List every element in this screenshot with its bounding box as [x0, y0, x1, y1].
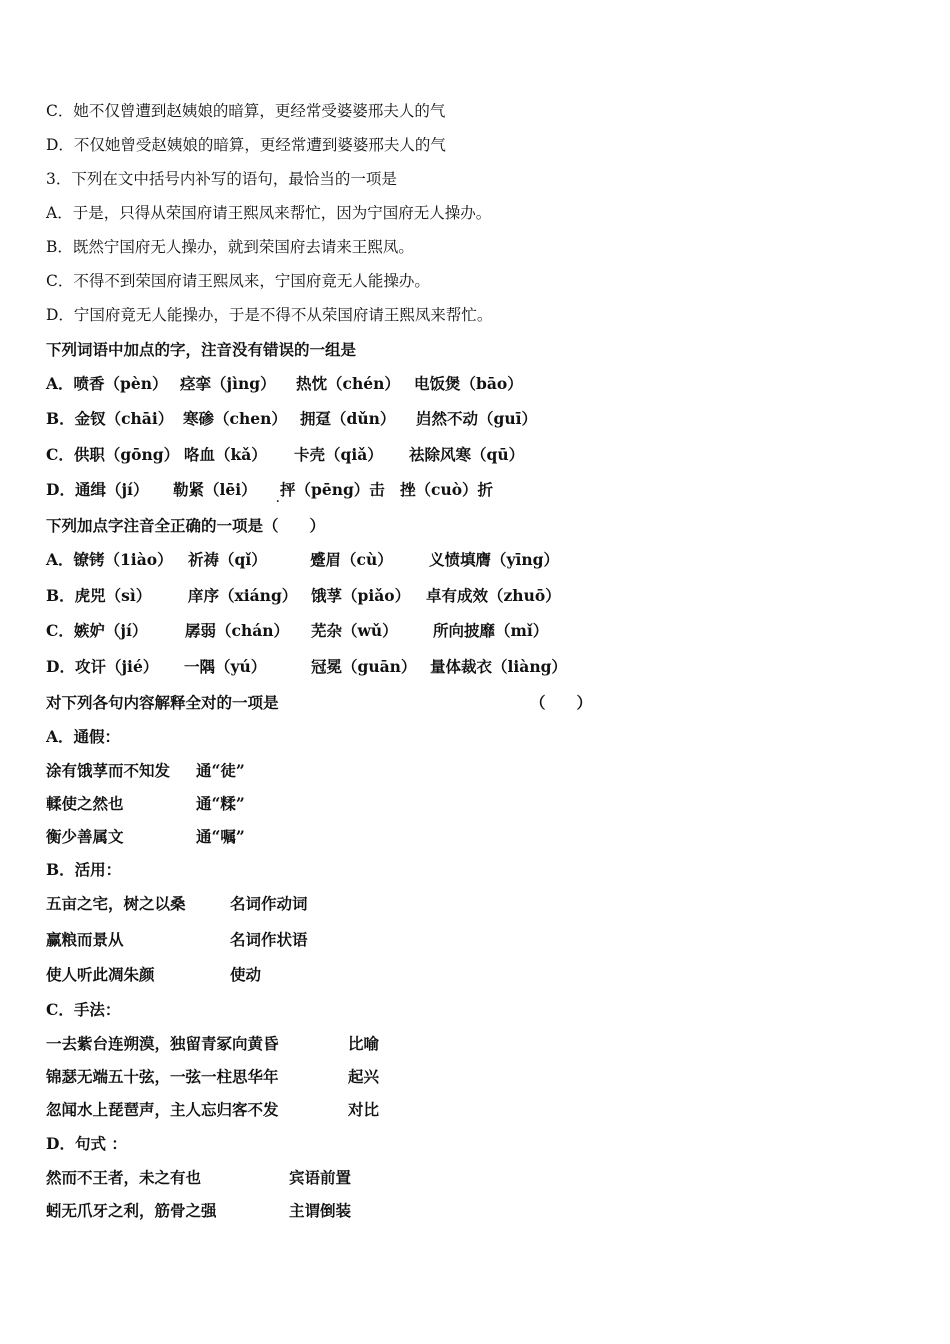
- emphasis-dot: .: [276, 494, 280, 505]
- q2-option-d: D．不仅她曾受赵姨娘的暗算，更经常遭到婆婆邢夫人的气: [46, 136, 446, 154]
- q4-stem: 下列词语中加点的字，注音没有错误的一组是: [46, 340, 357, 359]
- q4-b-word-2: 寒碜（chen）: [183, 409, 287, 428]
- q3-stem: 3．下列在文中括号内补写的语句，最恰当的一项是: [46, 170, 397, 188]
- q5-d-word-3: 冠冕（guān）: [311, 657, 417, 676]
- q6-c-heading: C．手法：: [46, 1000, 121, 1019]
- q5-c-word-2: 孱弱（chán）: [185, 621, 290, 640]
- q5-b-word-2: 庠序（xiáng）: [188, 586, 298, 605]
- q4-d-word-4: 挫（cuò）折: [400, 480, 494, 499]
- q4-c-word-4: 祛除风寒（qū）: [409, 445, 525, 464]
- q5-stem: 下列加点字注音全正确的一项是（ ）: [46, 516, 326, 535]
- q4-a-word-1: A．喷香（pèn）: [46, 374, 168, 393]
- q4-c-word-1: C．供职（gōng）: [46, 445, 180, 464]
- q6-b-sentence-1: 五亩之宅，树之以桑: [46, 894, 186, 913]
- q4-d-word-3: 抨（pēng）击: [280, 480, 385, 499]
- q2-option-c: C．她不仅曾遭到赵姨娘的暗算，更经常受婆婆邢夫人的气: [46, 102, 446, 120]
- q6-b-note-3: 使动: [230, 965, 262, 984]
- q6-a-heading: A．通假：: [46, 727, 121, 746]
- q4-b-word-3: 拥趸（dǔn）: [300, 409, 396, 428]
- q4-b-word-1: B．金钗（chāi）: [46, 409, 174, 428]
- q6-d-note-1: 宾语前置: [289, 1168, 352, 1187]
- q6-c-sentence-2: 锦瑟无端五十弦，一弦一柱思华年: [46, 1067, 279, 1086]
- q6-c-sentence-1: 一去紫台连朔漠，独留青冢向黄昏: [46, 1034, 279, 1053]
- q6-stem: 对下列各句内容解释全对的一项是: [46, 693, 279, 712]
- q4-a-word-2: 痉挛（jìng）: [180, 374, 276, 393]
- q6-d-sentence-1: 然而不王者，未之有也: [46, 1168, 202, 1187]
- q5-b-word-4: 卓有成效（zhuō）: [426, 586, 561, 605]
- q4-a-word-4: 电饭煲（bāo）: [414, 374, 523, 393]
- q3-option-b: B．既然宁国府无人操办，就到荣国府去请来王熙凤。: [46, 238, 414, 256]
- q5-d-word-1: D．攻讦（jié）: [46, 657, 159, 676]
- q4-c-word-3: 卡壳（qiǎ）: [294, 445, 383, 464]
- q6-b-sentence-3: 使人听此凋朱颜: [46, 965, 155, 984]
- q6-c-note-2: 起兴: [348, 1067, 380, 1086]
- q6-a-note-2: 通“糅”: [196, 794, 245, 813]
- q5-c-word-3: 芜杂（wǔ）: [311, 621, 398, 640]
- q4-d-word-2: 勒紧（lēi）: [173, 480, 257, 499]
- q5-d-word-4: 量体裁衣（liàng）: [430, 657, 567, 676]
- q6-a-note-3: 通“嘱”: [196, 827, 245, 846]
- q6-c-sentence-3: 忽闻水上琵琶声，主人忘归客不发: [46, 1100, 279, 1119]
- q5-a-word-2: 祈祷（qǐ）: [188, 550, 267, 569]
- q5-b-word-1: B．虎兕（sì）: [46, 586, 152, 605]
- q3-option-d: D．宁国府竟无人能操办，于是不得不从荣国府请王熙凤来帮忙。: [46, 306, 493, 324]
- q4-d-word-1: D．通缉（jí）: [46, 480, 149, 499]
- q6-c-note-1: 比喻: [348, 1034, 380, 1053]
- q6-a-note-1: 通“徒”: [196, 761, 245, 780]
- q6-b-sentence-2: 赢粮而景从: [46, 930, 124, 949]
- q6-b-note-1: 名词作动词: [230, 894, 308, 913]
- q3-option-c: C．不得不到荣国府请王熙凤来，宁国府竟无人能操办。: [46, 272, 430, 290]
- q6-a-sentence-2: 輮使之然也: [46, 794, 124, 813]
- q6-d-heading: D．句式 ：: [46, 1134, 127, 1153]
- q6-d-note-2: 主谓倒装: [289, 1201, 352, 1220]
- q3-option-a: A．于是，只得从荣国府请王熙凤来帮忙，因为宁国府无人操办。: [46, 204, 492, 222]
- q4-c-word-2: 咯血（kǎ）: [184, 445, 267, 464]
- q6-a-sentence-3: 衡少善属文: [46, 827, 124, 846]
- q6-b-heading: B．活用：: [46, 860, 122, 879]
- q5-b-word-3: 饿莩（piǎo）: [311, 586, 411, 605]
- q5-a-word-4: 义愤填膺（yīng）: [429, 550, 560, 569]
- q5-a-word-3: 蹙眉（cù）: [310, 550, 393, 569]
- q6-c-note-3: 对比: [348, 1100, 380, 1119]
- q5-d-word-2: 一隅（yú）: [184, 657, 267, 676]
- q4-b-word-4: 岿然不动（guī）: [416, 409, 537, 428]
- q5-c-word-1: C．嫉妒（jí）: [46, 621, 148, 640]
- q5-a-word-1: A．镣铐（1iào）: [46, 550, 173, 569]
- q6-d-sentence-2: 蚓无爪牙之利，筋骨之强: [46, 1201, 217, 1220]
- q6-answer-bracket: （ ）: [530, 693, 593, 712]
- q5-c-word-4: 所向披靡（mǐ）: [433, 621, 549, 640]
- q6-b-note-2: 名词作状语: [230, 930, 308, 949]
- q4-a-word-3: 热忱（chén）: [296, 374, 400, 393]
- q6-a-sentence-1: 涂有饿莩而不知发: [46, 761, 171, 780]
